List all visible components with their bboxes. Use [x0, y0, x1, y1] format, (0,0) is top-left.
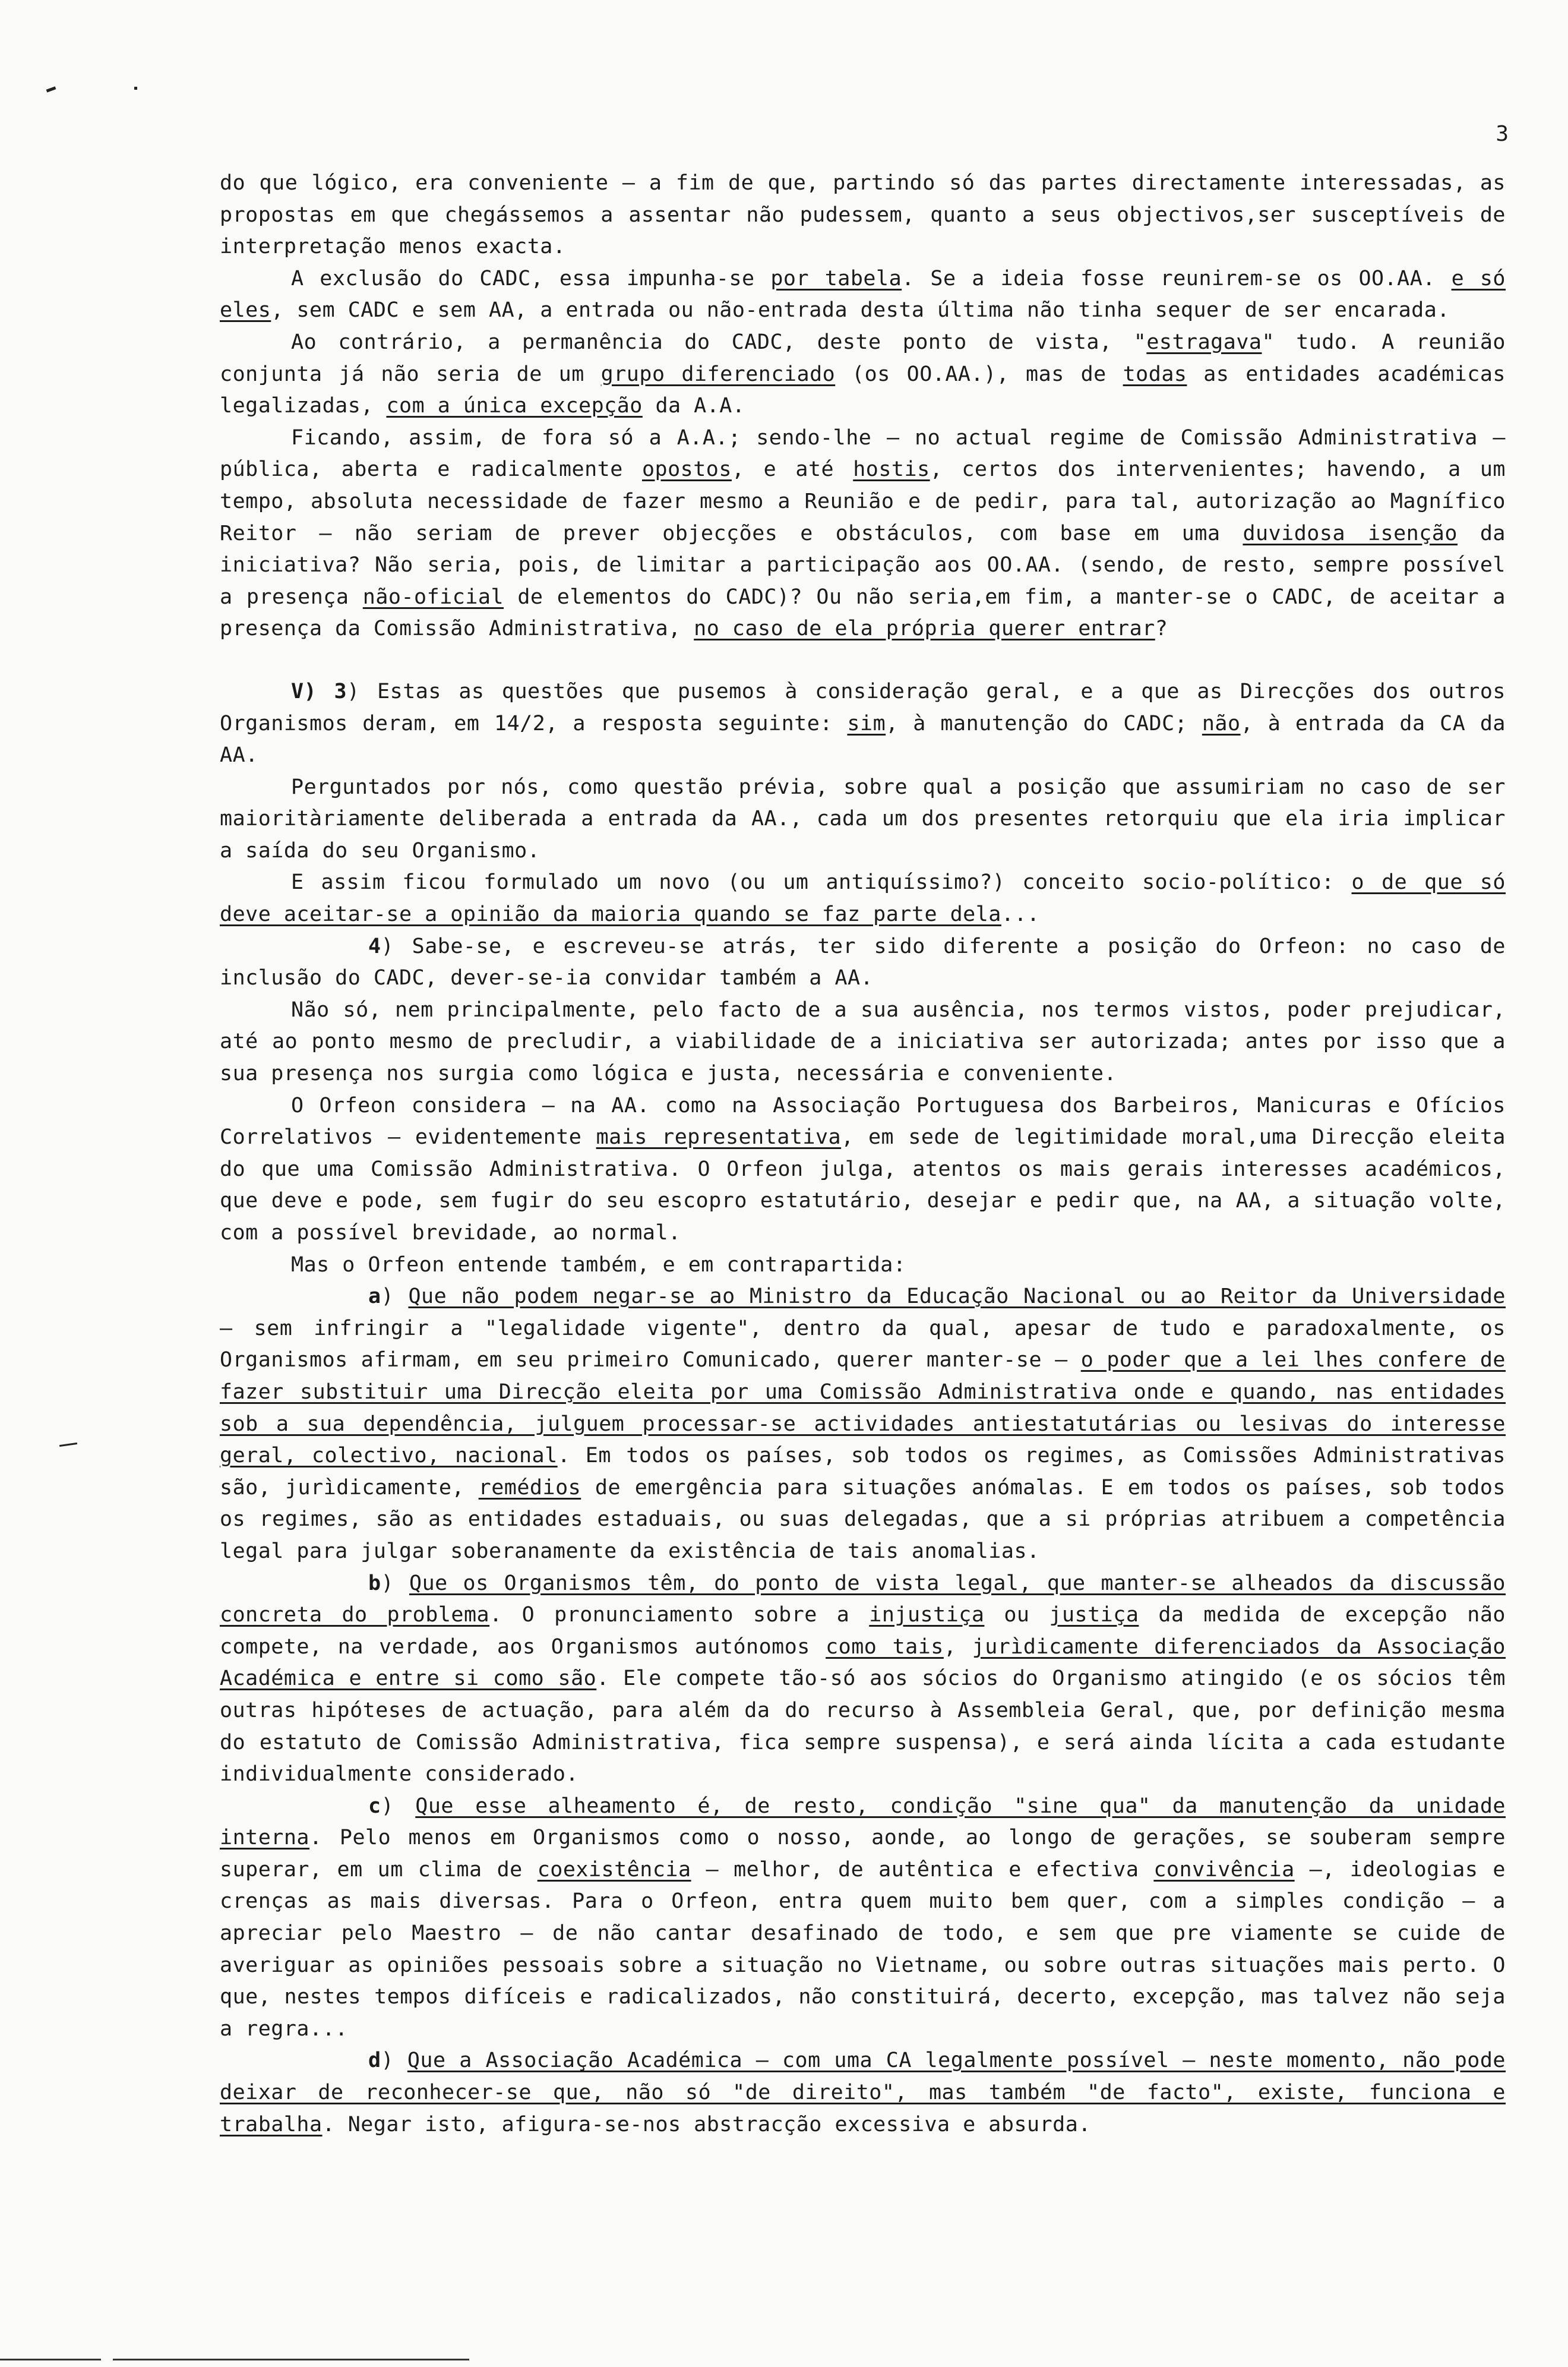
text-run: da A.A.	[642, 394, 745, 418]
text-run: de emergência para situações anómalas. E em todos os países, sob todos os regimes, são as entidades estaduais, ou suas delegadas, que a si próprias atribuem a competência legal para julgar soberanamente da existência de tais anomalias.	[220, 1475, 1506, 1563]
paragraph	[220, 263, 1506, 327]
text-run: . O pronunciamento sobre a	[489, 1603, 870, 1627]
text-run: , à manutenção do CADC;	[886, 711, 1202, 736]
paragraph	[220, 1281, 1506, 1567]
text-run: do que lógico, era conveniente — a fim de que, partindo só das partes directamente interessadas, as propostas em que chegássemos a assentar não pudessem, quanto a seus objectivos,ser susceptíveis de interpretação menos exacta.	[220, 171, 1506, 259]
paragraph	[220, 1249, 1506, 1282]
text-run: , em sede de legitimidade moral,uma Direcção eleita do que uma Comissão Administrativa. O Orfeon julga, atentos os mais gerais interesses académicos, que deve e pode, sem fugir do seu escopro estatutário, desejar e pedir que, na AA, a situação volte, com a possível brevidade, ao normal.	[220, 1125, 1506, 1245]
bottom-edge-line	[113, 2359, 469, 2360]
underlined-text: injustiça	[869, 1603, 985, 1627]
underlined-text: estragava	[1146, 330, 1262, 354]
underlined-text: por tabela	[770, 266, 902, 291]
text-run	[317, 680, 334, 703]
underlined-text: justiça	[1049, 1603, 1139, 1627]
item-marker: 4	[368, 934, 381, 958]
underlined-text: como tais	[826, 1634, 944, 1659]
underlined-text: Que os Organismos têm, do ponto de vista legal, que manter-se alheados da discussão concreta do problema	[220, 1571, 1506, 1627]
text-run: — sem infringir a "legalidade vigente", dentro da qual, apesar de tudo e paradoxalmente, os Organismos afirmam, em seu primeiro Comunicado, querer manter-se —	[220, 1316, 1506, 1372]
text-run: . Pelo menos em Organismos como o nosso, aonde, ao longo de gerações, se souberam sempre superar, em um clima de	[220, 1826, 1506, 1882]
paragraph	[220, 1791, 1506, 2046]
paragraph	[220, 422, 1506, 645]
text-run: , sem CADC e sem AA, a entrada ou não-entrada desta última não tinha sequer de ser encarada.	[271, 298, 1450, 323]
underlined-text: Que não podem negar-se ao Ministro da Educação Nacional ou ao Reitor da Universidade	[408, 1285, 1506, 1309]
item-marker: d	[368, 2049, 381, 2073]
text-run: , certos dos intervenientes; havendo, a um tempo, absoluta necessidade de fazer mesmo a Reunião e de pedir, para tal, autorização ao Magnífico Reitor — não seriam de prever objecções e obstáculos, com base em uma	[220, 457, 1506, 545]
paragraph	[220, 931, 1506, 995]
underlined-text: Que a Associação Académica — com uma CA legalmente possível — neste momento, não pode deixar de reconhecer-se que, não só "de direito", mas também "de facto", existe, funciona e trabalha	[220, 2049, 1506, 2136]
paragraph	[220, 168, 1506, 263]
item-marker: b	[368, 1571, 381, 1595]
underlined-text: Que esse alheamento é, de resto, condição "sine qua" da manutenção da unidade interna	[220, 1794, 1506, 1850]
text-run: Mas o Orfeon entende também, e em contrapartida:	[291, 1252, 906, 1277]
text-run: ...	[1001, 902, 1040, 927]
item-marker: 3	[334, 679, 347, 703]
text-run: " tudo. A reunião conjunta já não seria de um	[220, 330, 1506, 386]
underlined-text: jurìdicamente diferenciados da Associação Académica e entre si como são	[220, 1634, 1506, 1691]
paragraph	[220, 1568, 1506, 1791]
text-run: de elementos do CADC)? Ou não seria,em fim, a manter-se o CADC, de aceitar a presença da Comissão Administrativa,	[220, 585, 1506, 641]
item-marker: V)	[291, 679, 317, 703]
paragraph	[220, 1090, 1506, 1249]
item-marker: a	[368, 1285, 381, 1309]
underlined-text: duvidosa isenção	[1243, 521, 1458, 545]
paragraph	[220, 995, 1506, 1090]
text-run: )	[381, 1285, 409, 1309]
paragraph	[220, 867, 1506, 930]
text-run: ) Sabe-se, e escreveu-se atrás, ter sido diferente a posição do Orfeon: no caso de inclusão do CADC, dever-se-ia convidar também a AA.	[220, 934, 1506, 990]
underlined-text: sim	[847, 711, 886, 736]
underlined-text: no caso de ela própria querer entrar	[694, 617, 1155, 641]
document-body	[220, 168, 1506, 2141]
text-run: , e até	[731, 457, 853, 482]
paragraph	[220, 772, 1506, 867]
text-run: O Orfeon considera — na AA. como na Associação Portuguesa dos Barbeiros, Manicuras e Ofícios Correlativos — evidentemente	[220, 1093, 1506, 1150]
underlined-text: grupo diferenciado	[600, 362, 836, 386]
underlined-text: mais representativa	[596, 1125, 842, 1150]
text-run: ) Estas as questões que pusemos à consideração geral, e a que as Direcções dos outros Organismos deram, em 14/2, a resposta seguinte:	[220, 679, 1506, 736]
text-run: Ficando, assim, de fora só a A.A.; sendo-lhe — no actual regime de Comissão Administrativa — pública, aberta e radicalmente	[220, 425, 1506, 482]
paragraph	[220, 327, 1506, 422]
underlined-text: todas	[1123, 362, 1187, 386]
text-run: as entidades académicas legalizadas,	[220, 362, 1506, 418]
text-run: ?	[1155, 617, 1168, 641]
text-run: ou	[984, 1603, 1049, 1627]
text-run: (os OO.AA.), mas de	[835, 362, 1123, 386]
text-run: —, ideologias e crenças as mais diversas. Para o Orfeon, entra quem muito bem quer, com a simples condição — a apreciar pelo Maestro — de não cantar desafinado de todo, e sem que pre viamente se cuide de averiguar as opiniões pessoais sobre a situação no Vietname, ou sobre outras situações mais perto. O que, nestes tempos difíceis e radicalizados, não constituirá, decerto, excepção, mas talvez não seja a regra...	[220, 1857, 1506, 2041]
page-number: 3	[1496, 122, 1509, 146]
text-run: )	[381, 1571, 409, 1595]
underlined-text: o poder que a lei lhes confere de fazer substituir uma Direcção eleita por uma Comissão Administrativa onde e quando, nas entidades sob a sua dependência, julguem processar-se actividades antiestatutárias ou lesivas do interesse geral, colectivo, nacional	[220, 1348, 1506, 1468]
text-run: . Ele compete tão-só aos sócios do Organismo atingido (e os sócios têm outras hipóteses de actuação, para além da do recurso à Assembleia Geral, que, por definição mesma do estatuto de Comissão Administrativa, fica sempre suspensa), e será ainda lícita a cada estudante individualmente considerado.	[220, 1667, 1506, 1787]
text-run: . Se a ideia fosse reunirem-se os OO.AA.	[902, 266, 1452, 291]
text-run: )	[381, 2049, 407, 2073]
text-run: — melhor, de autêntica e efectiva	[691, 1857, 1154, 1882]
underlined-text: coexistência	[537, 1857, 691, 1882]
text-run: E assim ficou formulado um novo (ou um antiquíssimo?) conceito socio-político:	[291, 870, 1352, 895]
text-run: da medida de excepção não compete, na verdade, aos Organismos autónomos	[220, 1603, 1506, 1659]
text-run: , à entrada da CA da AA.	[220, 711, 1506, 768]
text-run: )	[381, 1794, 416, 1818]
text-run: da iniciativa? Não seria, pois, de limitar a participação aos OO.AA. (sendo, de resto, sempre possível a presença	[220, 521, 1506, 609]
underlined-text: não	[1202, 711, 1241, 736]
paragraph	[220, 676, 1506, 772]
margin-mark-top-dot	[134, 87, 137, 90]
bottom-edge-line	[0, 2359, 101, 2360]
underlined-text: remédios	[478, 1475, 581, 1500]
underlined-text: hostis	[853, 457, 930, 482]
margin-mark-left	[59, 1443, 77, 1447]
text-run: A exclusão do CADC, essa impunha-se	[291, 266, 771, 291]
underlined-text: com a única excepção	[386, 394, 643, 418]
underlined-text: convivência	[1153, 1857, 1295, 1882]
text-run: ,	[943, 1634, 972, 1659]
underlined-text: não-oficial	[362, 585, 504, 609]
text-run: . Em todos os países, sob todos os regimes, as Comissões Administrativas são, jurìdicamente,	[220, 1444, 1506, 1500]
underlined-text: opostos	[641, 457, 732, 482]
text-run: . Negar isto, afigura-se-nos abstracção excessiva e absurda.	[322, 2112, 1091, 2136]
underlined-text: o de que só deve aceitar-se a opinião da maioria quando se faz parte dela	[220, 870, 1506, 927]
paragraph	[220, 2045, 1506, 2141]
underlined-text: e só eles	[220, 266, 1506, 323]
text-run: Não só, nem principalmente, pelo facto de a sua ausência, nos termos vistos, poder prejudicar, até ao ponto mesmo de precludir, a viabilidade de a iniciativa ser autorizada; antes por isso que a sua presença nos surgia como lógica e justa, necessária e conveniente.	[220, 998, 1506, 1086]
text-run: Ao contrário, a permanência do CADC, deste ponto de vista, "	[291, 330, 1147, 354]
text-run: Perguntados por nós, como questão prévia, sobre qual a posição que assumiriam no caso de ser maioritàriamente deliberada a entrada da AA., cada um dos presentes retorquiu que ela iria implicar a saída do seu Organismo.	[220, 775, 1506, 863]
margin-mark-top-left	[46, 86, 56, 92]
item-marker: c	[368, 1794, 381, 1818]
